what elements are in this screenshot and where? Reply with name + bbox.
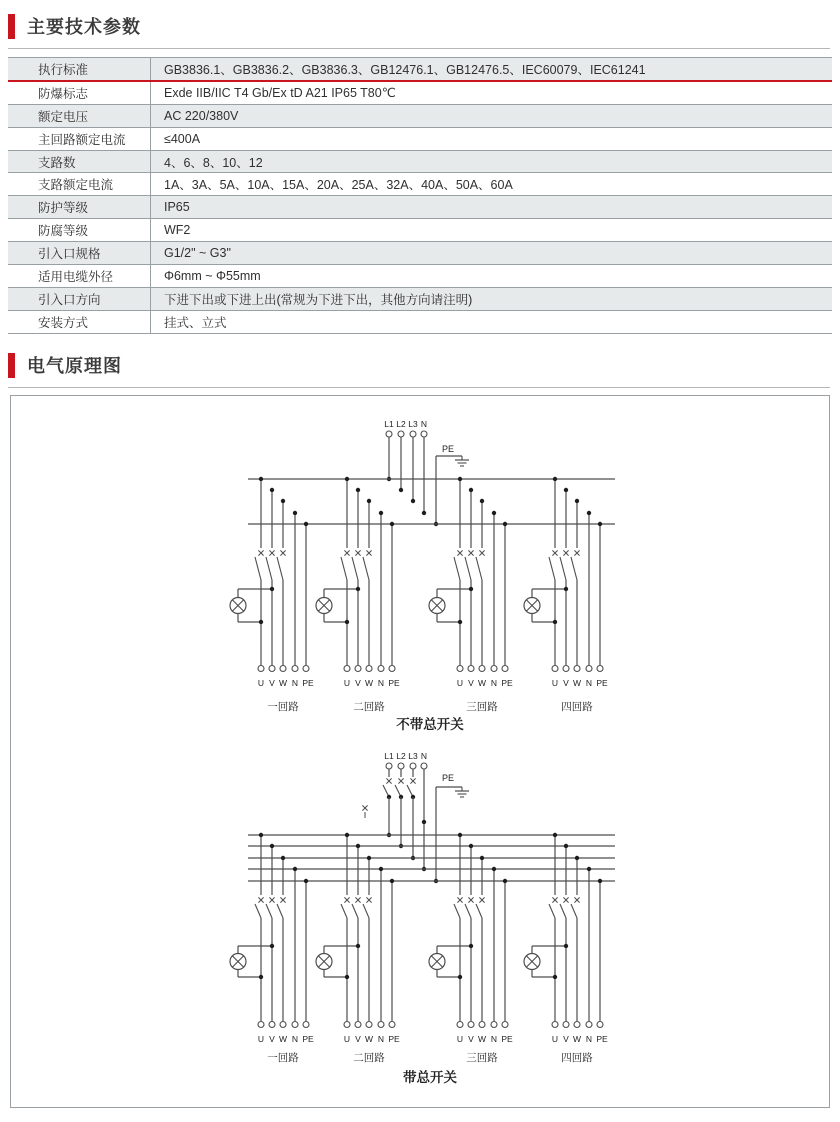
junction-dot [281,499,285,503]
terminal-label: PE [388,678,400,688]
junction-dot [458,620,462,624]
junction-dot [492,867,496,871]
terminal-circle [491,1022,497,1028]
input-label: L2 [396,419,406,429]
junction-dot [598,879,602,883]
terminal-circle [303,1022,309,1028]
terminal-circle [574,1022,580,1028]
breaker-switch-icon [549,557,555,580]
input-terminal [421,763,427,769]
terminal-label: PE [596,678,608,688]
table-row [8,287,832,310]
row-value: 下进下出或下进上出(常规为下进下出，其他方向请注明) [150,288,832,310]
red-bar-icon [8,14,15,39]
terminal-circle [457,1022,463,1028]
terminal-label: V [355,678,361,688]
breaker-switch-icon [476,557,482,580]
terminal-label: W [278,1034,288,1044]
terminal-circle [280,1022,286,1028]
breaker-switch-icon [277,904,283,918]
terminal-circle [457,666,463,672]
row-label: 引入口方向 [38,292,101,307]
junction-dot [564,488,568,492]
junction-dot [598,522,602,526]
junction-dot [259,620,263,624]
input-terminal [421,431,427,437]
terminal-circle [491,666,497,672]
terminal-circle [468,1022,474,1028]
input-label: L1 [384,751,394,761]
junction-dot [304,522,308,526]
diagram-title: 带总开关 [403,1070,457,1085]
terminal-label: U [456,678,464,688]
junction-dot [458,833,462,837]
terminal-label: N [291,1034,299,1044]
red-bar-icon [8,353,15,378]
junction-dot [356,844,360,848]
junction-dot [345,620,349,624]
row-value: IP65 [150,196,832,218]
terminal-label: W [364,1034,374,1044]
terminal-circle [479,666,485,672]
terminal-circle [389,666,395,672]
terminal-circle [468,666,474,672]
breaker-switch-icon [341,557,347,580]
terminal-circle [378,1022,384,1028]
electrical-schematic [11,396,829,1107]
table-row [8,195,832,218]
spec-table [8,57,832,334]
table-row [8,82,832,104]
terminal-label: V [563,1034,569,1044]
terminal-label: U [551,1034,559,1044]
terminal-label: PE [596,1034,608,1044]
junction-dot [356,587,360,591]
junction-dot [379,867,383,871]
terminal-circle [479,1022,485,1028]
terminal-circle [563,666,569,672]
junction-dot [390,879,394,883]
section-header-specs [8,13,830,49]
terminal-circle [344,666,350,672]
section-title: 电气原理图 [27,356,122,376]
terminal-circle [597,666,603,672]
row-label: 适用电缆外径 [38,269,114,284]
breaker-switch-icon [560,557,566,580]
terminal-circle [502,1022,508,1028]
terminal-label: N [585,678,593,688]
row-label: 主回路额定电流 [38,132,126,147]
table-row [8,310,832,333]
terminal-label: V [468,678,474,688]
breaker-switch-icon [571,557,577,580]
breaker-switch-icon [454,557,460,580]
junction-dot [469,488,473,492]
input-label: L3 [408,419,418,429]
circuit-label: 一回路 [267,1052,299,1064]
row-value: 1A、3A、5A、10A、15A、20A、25A、32A、40A、50A、60A [150,173,832,195]
terminal-label: PE [302,678,314,688]
circuit-label: 三回路 [466,701,498,713]
junction-dot [345,833,349,837]
junction-dot [564,587,568,591]
terminal-label: U [456,1034,464,1044]
terminal-circle [378,666,384,672]
junction-dot [575,856,579,860]
input-label: N [420,751,428,761]
terminal-circle [574,666,580,672]
junction-dot [503,522,507,526]
junction-dot [503,879,507,883]
breaker-switch-icon [549,904,555,918]
section-title: 主要技术参数 [27,17,141,37]
terminal-circle [552,666,558,672]
breaker-switch-icon [476,904,482,918]
breaker-switch-icon [465,904,471,918]
terminal-circle [586,1022,592,1028]
terminal-circle [269,1022,275,1028]
junction-dot [293,511,297,515]
junction-dot [411,499,415,503]
row-label: 支路数 [38,155,76,170]
breaker-switch-icon [560,904,566,918]
junction-dot [480,856,484,860]
terminal-label: N [490,1034,498,1044]
junction-dot [553,975,557,979]
junction-dot [422,820,426,824]
terminal-label: W [477,678,487,688]
breaker-switch-icon [454,904,460,918]
input-label: L3 [408,751,418,761]
junction-dot [458,975,462,979]
terminal-label: N [291,678,299,688]
terminal-circle [389,1022,395,1028]
row-label: 执行标准 [38,62,89,77]
table-row [8,218,832,241]
terminal-label: W [278,678,288,688]
terminal-circle [597,1022,603,1028]
table-row [8,104,832,127]
breaker-switch-icon [465,557,471,580]
input-label: N [420,419,428,429]
terminal-label: V [468,1034,474,1044]
terminal-circle [258,666,264,672]
junction-dot [259,975,263,979]
breaker-switch-icon [277,557,283,580]
schematic-frame [10,395,830,1108]
terminal-label: U [551,678,559,688]
junction-dot [259,833,263,837]
junction-dot [587,511,591,515]
row-value: Exde IIB/IIC T4 Gb/Ex tD A21 IP65 T80℃ [150,82,832,104]
terminal-label: N [377,678,385,688]
terminal-label: U [257,1034,265,1044]
junction-dot [270,488,274,492]
input-terminal [398,431,404,437]
table-row [8,150,832,173]
junction-dot [480,499,484,503]
junction-dot [564,844,568,848]
pe-label: PE [441,444,455,454]
terminal-circle [502,666,508,672]
diagram-title: 不带总开关 [396,717,464,732]
terminal-label: V [269,678,275,688]
breaker-switch-icon [571,904,577,918]
row-value: WF2 [150,219,832,241]
junction-dot [379,511,383,515]
section-header-schematic [8,352,830,388]
circuit-label: 二回路 [353,701,385,713]
row-label: 防护等级 [38,201,89,216]
junction-dot [345,975,349,979]
breaker-switch-icon [363,557,369,580]
junction-dot [553,620,557,624]
terminal-circle [586,666,592,672]
row-value: 4、6、8、10、12 [150,151,832,173]
table-row [8,241,832,264]
terminal-label: PE [302,1034,314,1044]
junction-dot [293,867,297,871]
row-value: G1/2" ~ G3" [150,242,832,264]
row-label: 引入口规格 [38,247,101,262]
junction-dot [281,856,285,860]
junction-dot [390,522,394,526]
junction-dot [270,844,274,848]
table-row [8,264,832,287]
junction-dot [575,499,579,503]
input-label: L1 [384,419,394,429]
row-label: 防爆标志 [38,86,89,101]
row-value: 挂式、立式 [150,311,832,333]
table-row [8,172,832,195]
junction-dot [356,488,360,492]
row-value: AC 220/380V [150,105,832,127]
junction-dot [564,944,568,948]
junction-dot [367,499,371,503]
circuit-label: 二回路 [353,1052,385,1064]
junction-dot [553,477,557,481]
circuit-label: 四回路 [561,1052,593,1064]
table-row [8,57,832,82]
row-label: 额定电压 [38,109,89,124]
input-terminal [386,763,392,769]
terminal-label: N [377,1034,385,1044]
breaker-switch-icon [352,557,358,580]
row-label: 支路额定电流 [38,178,114,193]
row-value: GB3836.1、GB3836.2、GB3836.3、GB12476.1、GB12476.5、IEC60079、IEC61241 [150,58,832,80]
junction-dot [422,511,426,515]
row-label: 防腐等级 [38,224,89,239]
junction-dot [469,587,473,591]
circuit-label: 三回路 [466,1052,498,1064]
junction-dot [270,944,274,948]
breaker-switch-icon [363,904,369,918]
terminal-label: W [572,1034,582,1044]
terminal-label: W [572,678,582,688]
terminal-circle [292,1022,298,1028]
junction-dot [458,477,462,481]
input-label: L2 [396,751,406,761]
terminal-circle [366,666,372,672]
breaker-switch-icon [255,904,261,918]
junction-dot [587,867,591,871]
breaker-switch-icon [255,557,261,580]
junction-dot [304,879,308,883]
terminal-circle [563,1022,569,1028]
row-label: 安装方式 [38,315,89,330]
input-terminal [410,763,416,769]
junction-dot [356,944,360,948]
terminal-circle [258,1022,264,1028]
terminal-label: U [257,678,265,688]
breaker-switch-icon [341,904,347,918]
terminal-circle [344,1022,350,1028]
junction-dot [259,477,263,481]
breaker-switch-icon [266,904,272,918]
pe-label: PE [441,773,455,783]
row-value: Φ6mm ~ Φ55mm [150,265,832,287]
terminal-label: V [269,1034,275,1044]
terminal-label: V [355,1034,361,1044]
terminal-label: W [477,1034,487,1044]
junction-dot [492,511,496,515]
terminal-circle [280,666,286,672]
junction-dot [553,833,557,837]
breaker-switch-icon [352,904,358,918]
terminal-label: PE [501,1034,513,1044]
terminal-label: N [490,678,498,688]
terminal-label: PE [501,678,513,688]
terminal-label: U [343,678,351,688]
terminal-circle [355,1022,361,1028]
input-terminal [386,431,392,437]
terminal-circle [552,1022,558,1028]
junction-dot [399,488,403,492]
junction-dot [345,477,349,481]
input-terminal [398,763,404,769]
junction-dot [367,856,371,860]
circuit-label: 一回路 [267,701,299,713]
terminal-label: PE [388,1034,400,1044]
terminal-label: U [343,1034,351,1044]
terminal-circle [366,1022,372,1028]
terminal-circle [292,666,298,672]
terminal-circle [303,666,309,672]
junction-dot [469,844,473,848]
circuit-label: 四回路 [561,701,593,713]
row-value: ≤400A [150,128,832,150]
junction-dot [469,944,473,948]
terminal-label: V [563,678,569,688]
terminal-circle [355,666,361,672]
junction-dot [270,587,274,591]
input-terminal [410,431,416,437]
terminal-label: N [585,1034,593,1044]
breaker-switch-icon [266,557,272,580]
terminal-label: W [364,678,374,688]
table-row [8,127,832,150]
terminal-circle [269,666,275,672]
